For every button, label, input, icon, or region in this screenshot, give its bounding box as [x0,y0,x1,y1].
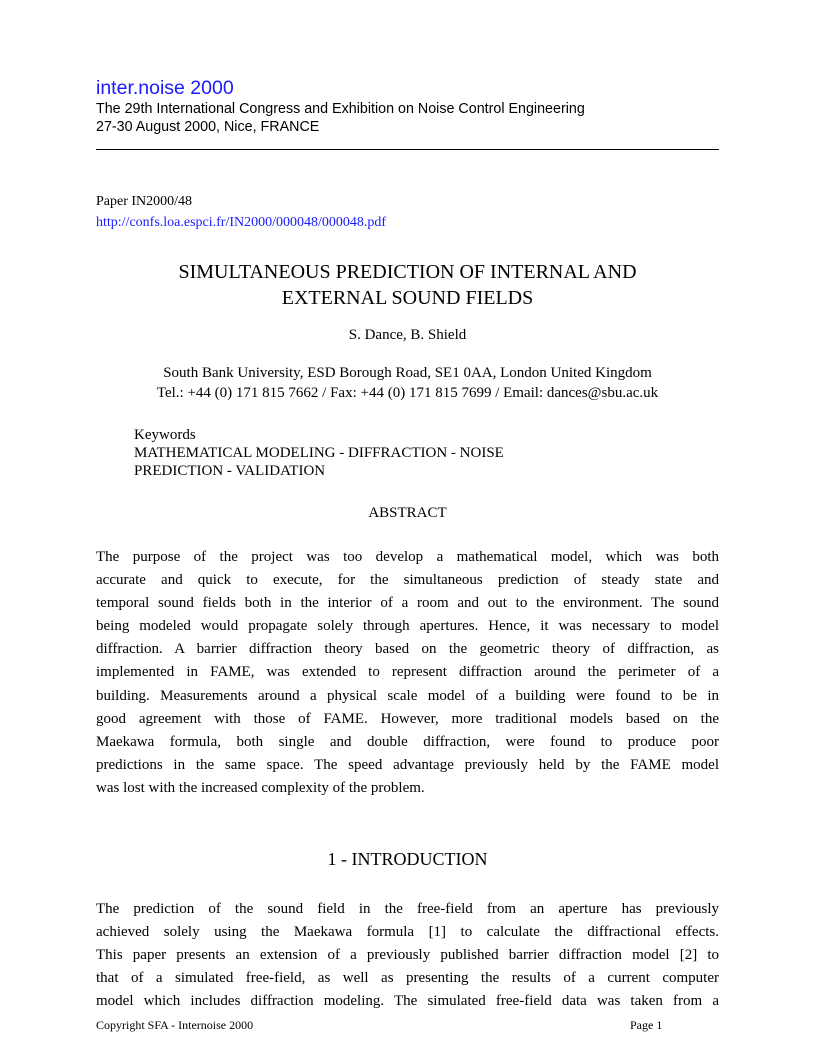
introduction-body [96,898,719,1013]
paper-id: Paper IN2000/48 [96,194,193,209]
keywords-label: Keywords [134,427,196,443]
keywords-block [134,426,504,480]
header-divider [96,149,719,150]
conference-name: inter.noise 2000 [96,77,234,99]
conference-date-location: 27-30 August 2000, Nice, FRANCE [96,119,320,135]
abstract-line: implemented in FAME, was extended to represent diffraction around the perimeter of a [96,664,719,681]
authors: S. Dance, B. Shield [348,327,467,343]
keywords-line-1: MATHEMATICAL MODELING - DIFFRACTION - NOISE [134,445,504,461]
abstract-line: temporal sound fields both in the interior of a room and out to the environment. The sound [96,595,719,612]
abstract-body [96,546,719,800]
section-heading-introduction: 1 - INTRODUCTION [327,849,488,869]
abstract-line: Maekawa formula, both single and double diffraction, were found to produce poor [96,733,719,750]
abstract-line: was lost with the increased complexity of the problem. [96,779,425,796]
paper-title [96,259,719,311]
affiliation-contact: Tel.: +44 (0) 171 815 7662 / Fax: +44 (0) 171 815 7699 / Email: dances@sbu.ac.uk [156,385,659,401]
footer-page-number: Page 1 [630,1018,663,1032]
conference-subtitle: The 29th International Congress and Exhibition on Noise Control Engineering [96,101,585,117]
abstract-line: building. Measurements around a physical scale model of a building were found to be in [96,687,719,704]
paper-url-link[interactable]: http://confs.loa.espci.fr/IN2000/000048/000048.pdf [96,215,387,230]
introduction-line: The prediction of the sound field in the free-field from an aperture has previously [96,901,719,917]
introduction-line: that of a simulated free-field, as well as presenting the results of a current computer [96,970,719,987]
keywords-line-2: PREDICTION - VALIDATION [134,463,326,479]
paper-title-line-1: SIMULTANEOUS PREDICTION OF INTERNAL AND [178,261,637,283]
introduction-line: achieved solely using the Maekawa formula [1] to calculate the diffractional effects. [96,924,719,941]
abstract-line: diffraction. A barrier diffraction theory based on the geometric theory of diffraction, as [96,641,719,658]
introduction-line: This paper presents an extension of a previously published barrier diffraction model [2] to [96,947,719,964]
abstract-heading: ABSTRACT [368,505,447,521]
abstract-line: The purpose of the project was too develop a mathematical model, which was both [96,549,719,565]
abstract-line: predictions in the same space. The speed advantage previously held by the FAME model [96,756,719,773]
introduction-line: model which includes diffraction modeling. The simulated free-field data was taken from a [96,993,719,1010]
paper-title-line-2: EXTERNAL SOUND FIELDS [281,287,534,309]
affiliation-address: South Bank University, ESD Borough Road, SE1 0AA, London United Kingdom [163,365,652,381]
abstract-line: accurate and quick to execute, for the simultaneous prediction of steady state and [96,572,719,589]
abstract-line: being modeled would propagate solely through apertures. Hence, it was necessary to model [96,618,719,635]
footer-copyright: Copyright SFA - Internoise 2000 [96,1018,254,1032]
abstract-line: good agreement with those of FAME. However, more traditional models based on the [96,710,719,727]
